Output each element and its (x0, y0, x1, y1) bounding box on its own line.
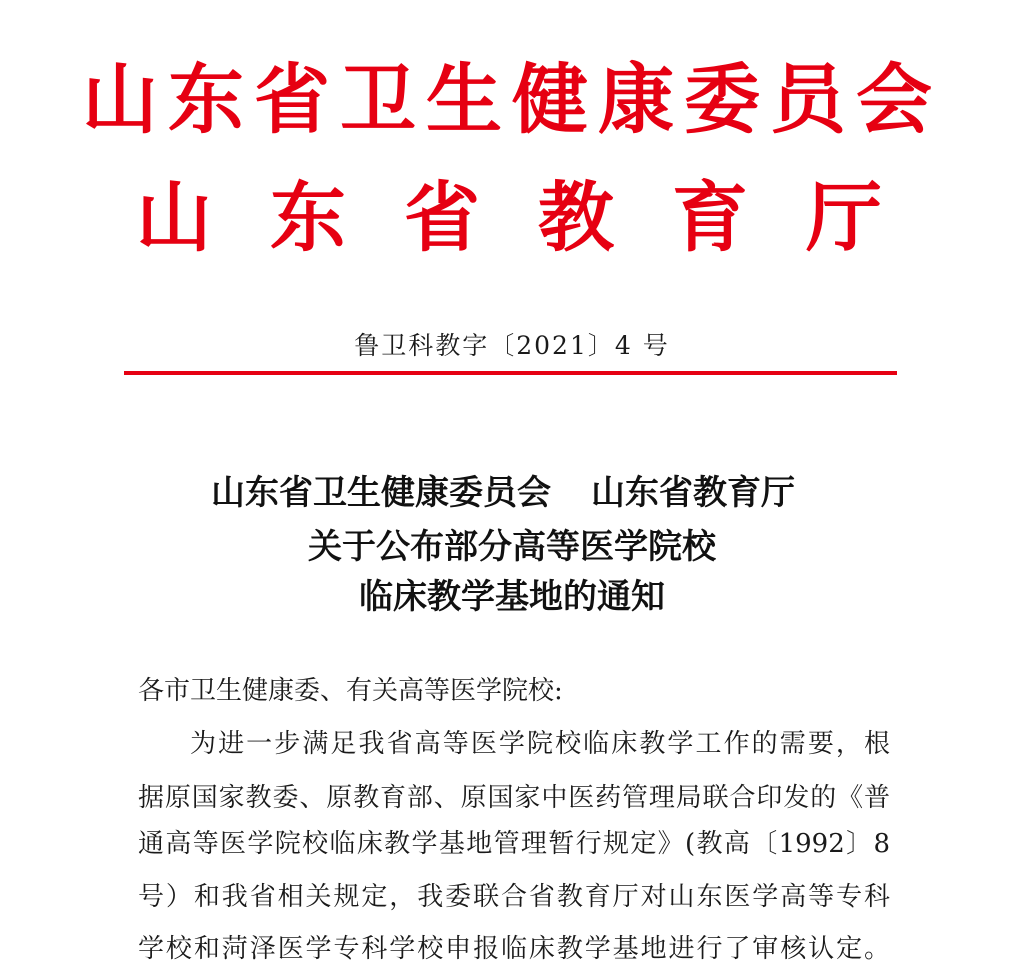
salutation: 各市卫生健康委、有关高等医学院校: (138, 676, 563, 706)
body-line: 通高等医学院校临床教学基地管理暂行规定》(教高〔1992〕8 (138, 829, 890, 859)
document-number: 鲁卫科教字〔2021〕4 号 (354, 331, 670, 360)
document-title-line-2: 关于公布部分高等医学院校 (308, 527, 716, 567)
document-title-line-1 (0, 473, 1024, 513)
issuer-header-health-commission: 山东省卫生健康委员会 (82, 55, 942, 144)
issuer-header-education-department: 山东省教育厅 (136, 173, 940, 262)
body-line: 据原国家教委、原教育部、原国家中医药管理局联合印发的《普 (138, 783, 890, 813)
red-divider (124, 371, 897, 375)
title-issuer-2: 山东省教育厅 (591, 473, 795, 513)
body-line: 为进一步满足我省高等医学院校临床教学工作的需要，根 (190, 729, 890, 759)
body-line: 学校和菏泽医学专科学校申报临床教学基地进行了审核认定。 (138, 934, 890, 964)
body-line: 号）和我省相关规定，我委联合省教育厅对山东医学高等专科 (138, 882, 890, 912)
document-title-line-3: 临床教学基地的通知 (359, 577, 665, 617)
title-issuer-1: 山东省卫生健康委员会 (211, 473, 551, 513)
